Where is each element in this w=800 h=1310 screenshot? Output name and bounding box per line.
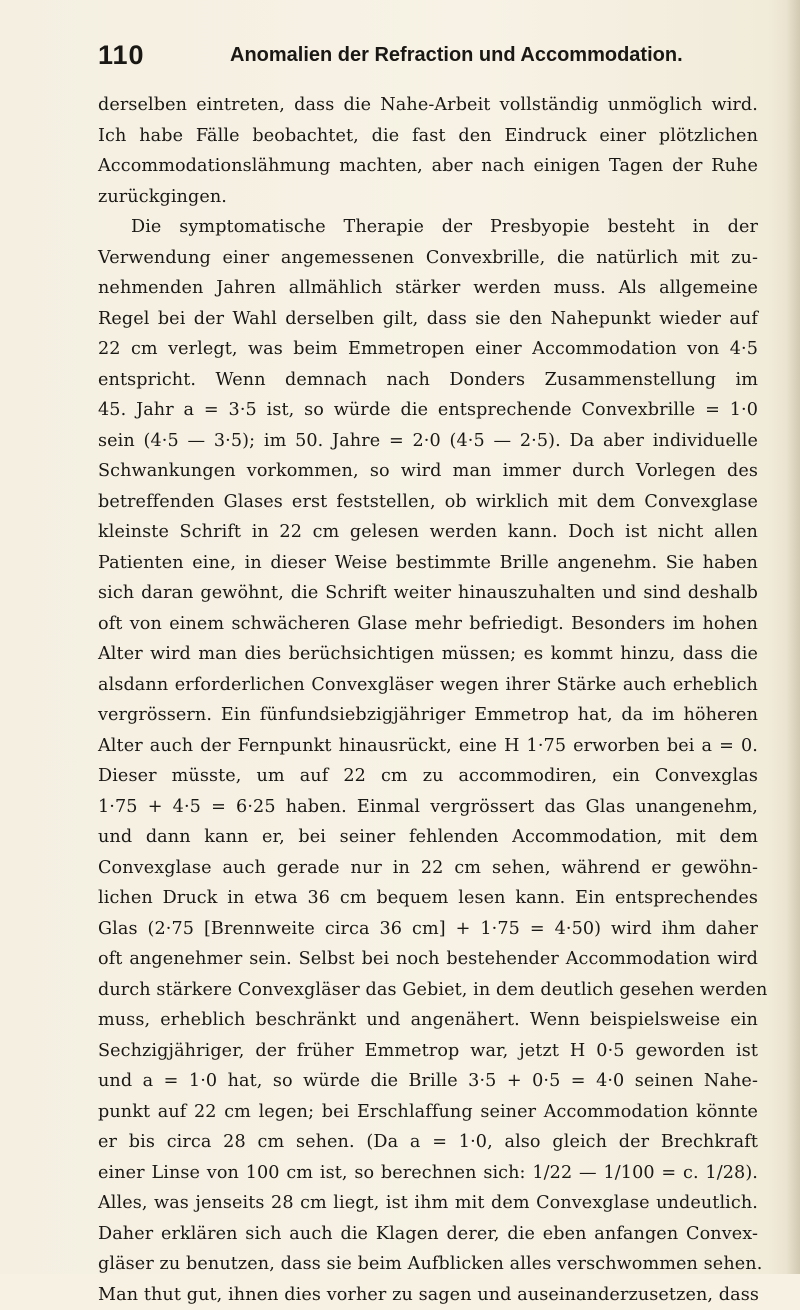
text-line: vergrössern. Ein fünfundsiebzigjähriger Emmetrop hat, da im höheren xyxy=(98,700,758,731)
text-line: 22 cm verlegt, was beim Emmetropen einer Accommodation von 4·5 xyxy=(98,334,758,365)
page-header xyxy=(98,40,758,76)
text-line: muss, erheblich beschränkt und angenähert. Wenn beispielsweise ein xyxy=(98,1005,758,1036)
running-title: Anomalien der Refraction und Accommodation. xyxy=(230,44,683,67)
text-line: punkt auf 22 cm legen; bei Erschlaffung seiner Accommodation könnte xyxy=(98,1097,758,1128)
text-line: Alles, was jenseits 28 cm liegt, ist ihm mit dem Convexglase undeutlich. xyxy=(98,1188,758,1219)
text-line: oft von einem schwächeren Glase mehr befriedigt. Besonders im hohen xyxy=(98,609,758,640)
text-line: 1·75 + 4·5 = 6·25 haben. Einmal vergrössert das Glas unangenehm, xyxy=(98,792,758,823)
text-line: Convexglase auch gerade nur in 22 cm sehen, während er gewöhn- xyxy=(98,853,758,884)
page-number: 110 xyxy=(98,40,145,71)
text-line: Glas (2·75 [Brennweite circa 36 cm] + 1·75 = 4·50) wird ihm daher xyxy=(98,914,758,945)
text-line: Alter auch der Fernpunkt hinausrückt, eine H 1·75 erworben bei a = 0. xyxy=(98,731,758,762)
text-line: er bis circa 28 cm sehen. (Da a = 1·0, also gleich der Brechkraft xyxy=(98,1127,758,1158)
text-line: Die symptomatische Therapie der Presbyopie besteht in der xyxy=(98,212,758,243)
page-edge-shadow xyxy=(786,0,800,1274)
text-line: Accommodationslähmung machten, aber nach einigen Tagen der Ruhe xyxy=(98,151,758,182)
text-line: alsdann erforderlichen Convexgläser wegen ihrer Stärke auch erheblich xyxy=(98,670,758,701)
text-line: nehmenden Jahren allmählich stärker werden muss. Als allgemeine xyxy=(98,273,758,304)
text-line: Dieser müsste, um auf 22 cm zu accommodiren, ein Convexglas xyxy=(98,761,758,792)
text-line: Ich habe Fälle beobachtet, die fast den Eindruck einer plötzlichen xyxy=(98,121,758,152)
text-line: sein (4·5 — 3·5); im 50. Jahre = 2·0 (4·5 — 2·5). Da aber individuelle xyxy=(98,426,758,457)
text-line: betreffenden Glases erst feststellen, ob wirklich mit dem Convexglase xyxy=(98,487,758,518)
text-line: Schwankungen vorkommen, so wird man immer durch Vorlegen des xyxy=(98,456,758,487)
text-line: gläser zu benutzen, dass sie beim Aufblicken alles verschwommen sehen. xyxy=(98,1249,758,1280)
text-line: Patienten eine, in dieser Weise bestimmte Brille angenehm. Sie haben xyxy=(98,548,758,579)
text-line: Regel bei der Wahl derselben gilt, dass sie den Nahepunkt wieder auf xyxy=(98,304,758,335)
text-line: 45. Jahr a = 3·5 ist, so würde die entsprechende Convexbrille = 1·0 xyxy=(98,395,758,426)
text-line: Man thut gut, ihnen dies vorher zu sagen und auseinanderzusetzen, dass xyxy=(98,1280,758,1310)
text-line: sich daran gewöhnt, die Schrift weiter hinauszuhalten und sind deshalb xyxy=(98,578,758,609)
text-line: lichen Druck in etwa 36 cm bequem lesen kann. Ein entsprechendes xyxy=(98,883,758,914)
text-line: derselben eintreten, dass die Nahe-Arbeit vollständig unmöglich wird. xyxy=(98,90,758,121)
text-line: einer Linse von 100 cm ist, so berechnen sich: 1/22 — 1/100 = c. 1/28). xyxy=(98,1158,758,1189)
text-line: Verwendung einer angemessenen Convexbrille, die natürlich mit zu- xyxy=(98,243,758,274)
text-line: und a = 1·0 hat, so würde die Brille 3·5 + 0·5 = 4·0 seinen Nahe- xyxy=(98,1066,758,1097)
text-line: oft angenehmer sein. Selbst bei noch bestehender Accommodation wird xyxy=(98,944,758,975)
text-line: entspricht. Wenn demnach nach Donders Zusammenstellung im xyxy=(98,365,758,396)
text-line: Daher erklären sich auch die Klagen derer, die eben anfangen Convex- xyxy=(98,1219,758,1250)
text-line: zurückgingen. xyxy=(98,182,758,213)
text-line: Alter wird man dies berüchsichtigen müssen; es kommt hinzu, dass die xyxy=(98,639,758,670)
text-line: durch stärkere Convexgläser das Gebiet, in dem deutlich gesehen werden xyxy=(98,975,758,1006)
text-line: kleinste Schrift in 22 cm gelesen werden kann. Doch ist nicht allen xyxy=(98,517,758,548)
text-line: Sechzigjähriger, der früher Emmetrop war, jetzt H 0·5 geworden ist xyxy=(98,1036,758,1067)
text-line: und dann kann er, bei seiner fehlenden Accommodation, mit dem xyxy=(98,822,758,853)
body-text xyxy=(98,90,758,1310)
